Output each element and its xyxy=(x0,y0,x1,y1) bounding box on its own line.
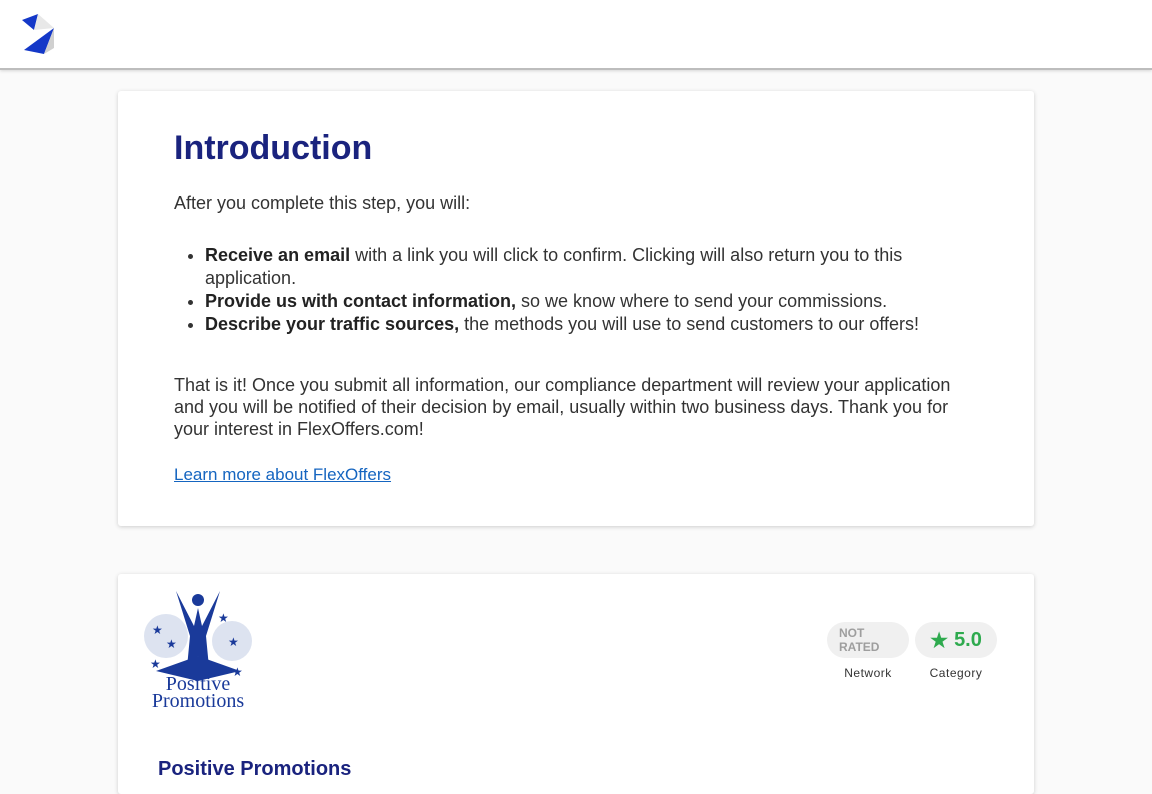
closing-text: That is it! Once you submit all information, our compliance department will review your application and you will be notified of their decision by email, usually within two business days. Thank you for your interest in FlexOffers.com! xyxy=(174,375,951,439)
flexoffers-logo[interactable] xyxy=(20,14,56,54)
item-bold: Provide us with contact information, xyxy=(205,291,517,311)
item-bold: Receive an email xyxy=(205,245,351,265)
item-text: so we know where to send your commissions. xyxy=(516,291,888,311)
svg-text:★: ★ xyxy=(232,665,243,679)
steps-list xyxy=(205,244,978,336)
ratings xyxy=(827,622,997,680)
network-rating-badge: NOT RATED xyxy=(827,622,909,658)
offer-title[interactable]: Positive Promotions xyxy=(158,758,352,780)
item-text: with a link you will click to confirm. Clicking will also return you to this application. xyxy=(205,245,903,288)
svg-text:★: ★ xyxy=(152,623,163,637)
svg-text:★: ★ xyxy=(218,611,229,625)
introduction-card xyxy=(118,91,1034,526)
category-rating-badge xyxy=(915,622,997,658)
list-item xyxy=(205,313,978,336)
svg-text:★: ★ xyxy=(150,657,161,671)
network-rating xyxy=(827,622,909,680)
svg-text:Promotions: Promotions xyxy=(151,690,245,708)
offer-card xyxy=(118,574,1034,794)
star-icon: ★ xyxy=(930,629,949,652)
category-label: Category xyxy=(929,666,983,680)
intro-lead: After you complete this step, you will: xyxy=(174,193,471,213)
list-item xyxy=(205,244,978,290)
svg-text:Positive: Positive xyxy=(165,673,231,695)
list-item xyxy=(205,290,978,313)
network-label: Network xyxy=(844,666,892,680)
learn-more-link[interactable]: Learn more about FlexOffers xyxy=(174,465,392,484)
positive-promotions-logo xyxy=(136,586,260,708)
item-bold: Describe your traffic sources, xyxy=(205,314,460,334)
top-bar xyxy=(0,0,1152,70)
item-text: the methods you will use to send customers to our offers! xyxy=(459,314,920,334)
page-title: Introduction xyxy=(174,129,373,167)
category-rating xyxy=(915,622,997,680)
svg-text:★: ★ xyxy=(166,637,177,651)
svg-text:★: ★ xyxy=(228,635,239,649)
category-rating-value: 5.0 xyxy=(954,628,982,651)
